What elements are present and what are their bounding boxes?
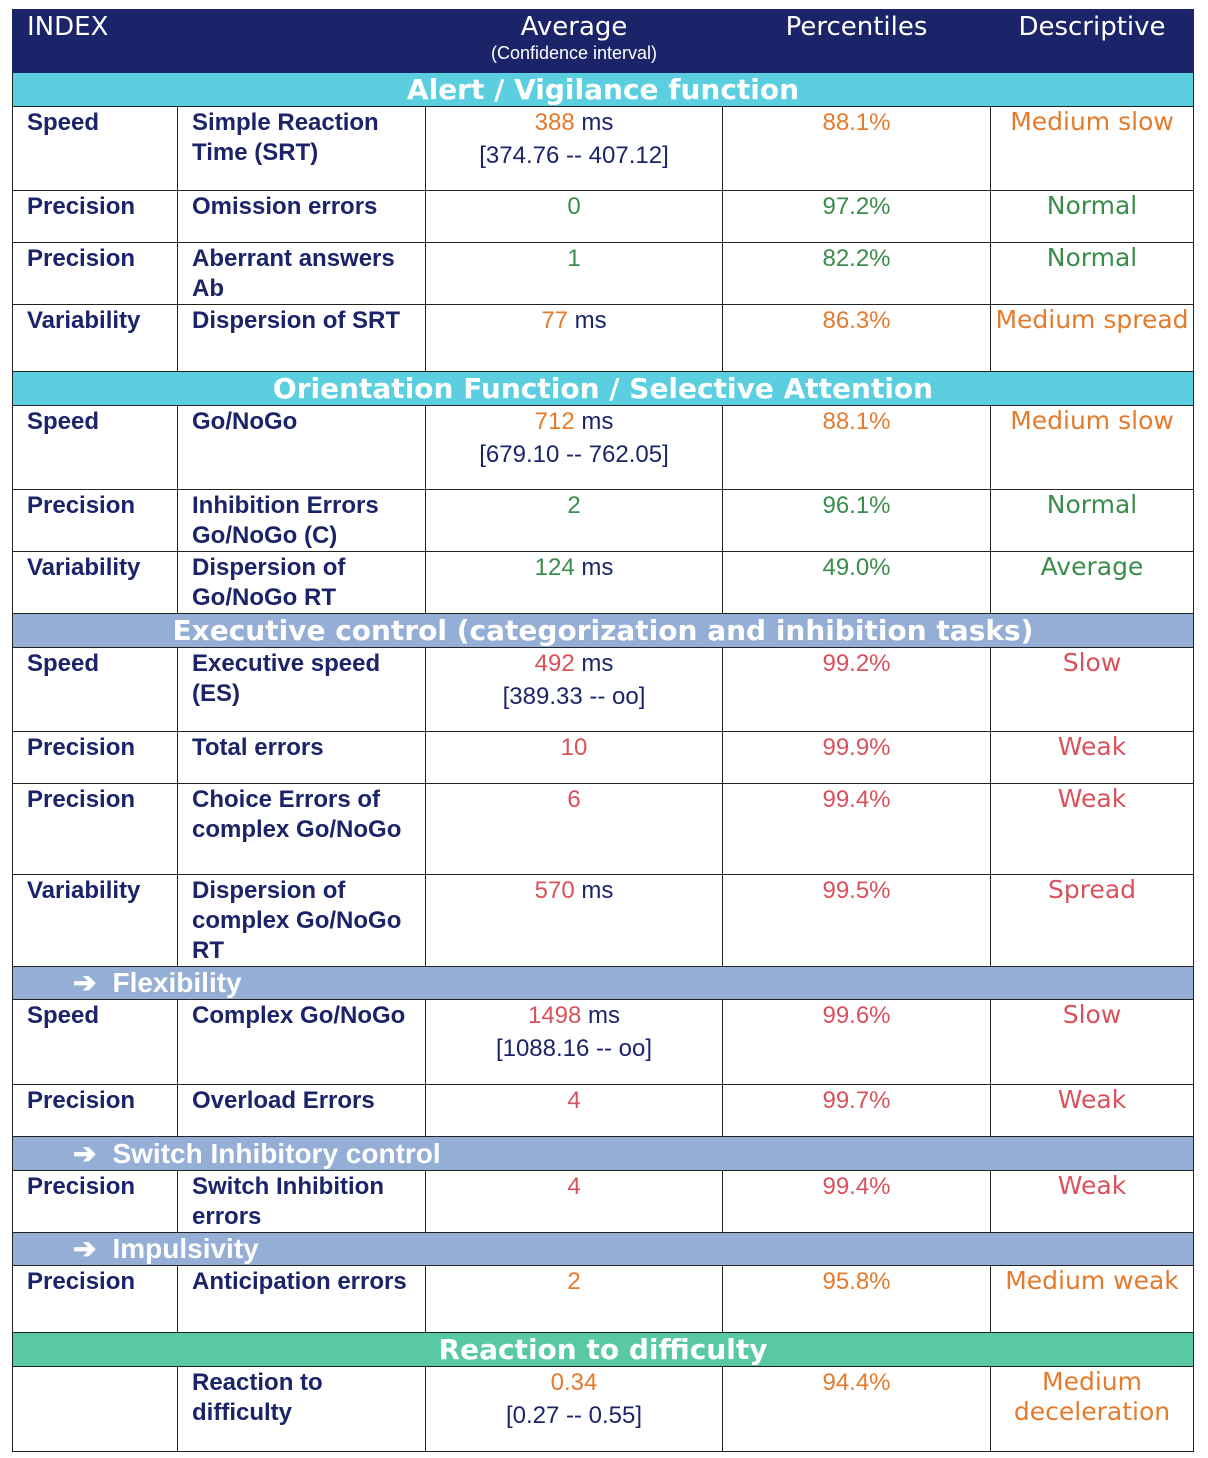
descriptive-cell: Average <box>991 552 1194 614</box>
test-name-cell: Dispersion of Go/NoGo RT <box>178 552 426 614</box>
results-body <box>13 73 1194 1452</box>
table-row <box>13 732 1194 784</box>
average-unit: ms <box>574 408 614 435</box>
descriptive-cell: Weak <box>991 1085 1194 1137</box>
header-blank <box>178 10 426 73</box>
table-row <box>13 1266 1194 1333</box>
percentile-cell: 99.6% <box>723 1000 991 1085</box>
header-percentiles <box>723 10 991 73</box>
percentile-cell: 88.1% <box>723 406 991 490</box>
test-name-cell: Reaction to difficulty <box>178 1367 426 1452</box>
confidence-interval: [389.33 -- oo] <box>502 683 646 710</box>
index-cell: Precision <box>13 1171 178 1233</box>
test-name-cell: Overload Errors <box>178 1085 426 1137</box>
average-value: 388 <box>534 109 575 136</box>
table-row <box>13 107 1194 191</box>
results-table <box>12 9 1194 1452</box>
subsection-cell <box>13 1233 1194 1266</box>
section-title: Executive control (categorization and inhibition tasks) <box>13 614 1194 648</box>
average-value: 4 <box>567 1173 581 1200</box>
descriptive-cell: Medium deceleration <box>991 1367 1194 1452</box>
section-title: Reaction to difficulty <box>13 1333 1194 1367</box>
average-unit: ms <box>574 554 614 581</box>
section-alert <box>13 73 1194 107</box>
subsection-impulsivity <box>13 1233 1194 1266</box>
average-cell <box>426 490 723 552</box>
average-cell <box>426 732 723 784</box>
average-cell <box>426 243 723 305</box>
average-value: 77 <box>541 307 569 334</box>
test-name-cell: Aberrant answers Ab <box>178 243 426 305</box>
index-cell: Speed <box>13 1000 178 1085</box>
descriptive-cell: Weak <box>991 784 1194 875</box>
arrow-right-icon: ➔ <box>73 1137 97 1169</box>
average-value: 6 <box>567 786 581 813</box>
average-cell <box>426 552 723 614</box>
index-cell: Speed <box>13 107 178 191</box>
average-unit: ms <box>574 109 614 136</box>
confidence-interval: [0.27 -- 0.55] <box>505 1402 643 1429</box>
average-cell <box>426 305 723 372</box>
index-cell: Precision <box>13 732 178 784</box>
average-value: 712 <box>534 408 575 435</box>
subsection-title: Impulsivity <box>112 1233 259 1264</box>
subsection-title: Flexibility <box>112 967 242 998</box>
descriptive-cell: Weak <box>991 1171 1194 1233</box>
table-row <box>13 406 1194 490</box>
descriptive-cell: Slow <box>991 1000 1194 1085</box>
index-cell <box>13 1367 178 1452</box>
confidence-interval: [374.76 -- 407.12] <box>479 142 669 169</box>
descriptive-cell: Normal <box>991 191 1194 243</box>
table-row <box>13 784 1194 875</box>
test-name-cell: Dispersion of SRT <box>178 305 426 372</box>
average-cell <box>426 648 723 732</box>
average-cell <box>426 191 723 243</box>
percentile-cell: 49.0% <box>723 552 991 614</box>
test-name-cell: Switch Inhibition errors <box>178 1171 426 1233</box>
confidence-interval: [1088.16 -- oo] <box>495 1035 653 1062</box>
average-value: 10 <box>560 734 588 761</box>
subsection-cell <box>13 967 1194 1000</box>
header-descriptive-label: Descriptive <box>1018 12 1166 42</box>
average-cell <box>426 1367 723 1452</box>
descriptive-cell: Normal <box>991 490 1194 552</box>
section-reaction <box>13 1333 1194 1367</box>
descriptive-cell: Medium slow <box>991 107 1194 191</box>
subsection-switch <box>13 1137 1194 1171</box>
average-value: 570 <box>534 877 575 904</box>
percentile-cell: 95.8% <box>723 1266 991 1333</box>
percentile-cell: 99.7% <box>723 1085 991 1137</box>
average-cell <box>426 1085 723 1137</box>
table-row <box>13 648 1194 732</box>
arrow-right-icon: ➔ <box>73 1233 97 1264</box>
percentile-cell: 88.1% <box>723 107 991 191</box>
table-row <box>13 1085 1194 1137</box>
percentile-cell: 99.4% <box>723 1171 991 1233</box>
percentile-cell: 96.1% <box>723 490 991 552</box>
header-percentiles-label: Percentiles <box>785 12 928 42</box>
subsection-flexibility <box>13 967 1194 1000</box>
section-orientation <box>13 372 1194 406</box>
index-cell: Speed <box>13 648 178 732</box>
test-name-cell: Executive speed (ES) <box>178 648 426 732</box>
percentile-cell: 99.5% <box>723 875 991 967</box>
section-executive <box>13 614 1194 648</box>
subsection-cell <box>13 1137 1194 1171</box>
average-value: 492 <box>534 650 575 677</box>
descriptive-cell: Medium spread <box>991 305 1194 372</box>
header-descriptive <box>991 10 1194 73</box>
percentile-cell: 86.3% <box>723 305 991 372</box>
average-cell <box>426 107 723 191</box>
average-unit: ms <box>574 877 614 904</box>
table-row <box>13 305 1194 372</box>
descriptive-cell: Medium slow <box>991 406 1194 490</box>
average-unit: ms <box>574 650 614 677</box>
average-value: 2 <box>567 1268 581 1295</box>
descriptive-cell: Slow <box>991 648 1194 732</box>
average-unit: ms <box>568 307 607 334</box>
header-average-label: Average <box>520 12 628 42</box>
header-row <box>13 10 1194 73</box>
percentile-cell: 99.9% <box>723 732 991 784</box>
average-cell <box>426 784 723 875</box>
section-title: Orientation Function / Selective Attention <box>13 372 1194 406</box>
test-name-cell: Simple Reaction Time (SRT) <box>178 107 426 191</box>
descriptive-cell: Weak <box>991 732 1194 784</box>
average-value: 124 <box>534 554 575 581</box>
average-value: 1498 <box>527 1002 582 1029</box>
test-name-cell: Go/NoGo <box>178 406 426 490</box>
index-cell: Precision <box>13 191 178 243</box>
descriptive-cell: Medium weak <box>991 1266 1194 1333</box>
test-name-cell: Complex Go/NoGo <box>178 1000 426 1085</box>
header-index: INDEX <box>13 10 178 73</box>
test-name-cell: Dispersion of complex Go/NoGo RT <box>178 875 426 967</box>
table-row <box>13 1171 1194 1233</box>
table-row <box>13 191 1194 243</box>
average-cell <box>426 1171 723 1233</box>
average-cell <box>426 1266 723 1333</box>
average-cell <box>426 1000 723 1085</box>
subsection-title: Switch Inhibitory control <box>112 1137 441 1169</box>
test-name-cell: Anticipation errors <box>178 1266 426 1333</box>
average-unit: ms <box>581 1002 621 1029</box>
average-value: 4 <box>567 1087 581 1114</box>
index-cell: Variability <box>13 305 178 372</box>
index-cell: Variability <box>13 875 178 967</box>
descriptive-cell: Spread <box>991 875 1194 967</box>
average-value: 1 <box>567 245 581 272</box>
confidence-interval: [679.10 -- 762.05] <box>479 441 669 468</box>
percentile-cell: 99.4% <box>723 784 991 875</box>
index-cell: Speed <box>13 406 178 490</box>
table-row <box>13 1367 1194 1452</box>
table-row <box>13 490 1194 552</box>
test-name-cell: Omission errors <box>178 191 426 243</box>
section-title: Alert / Vigilance function <box>13 73 1194 107</box>
arrow-right-icon: ➔ <box>73 967 97 998</box>
percentile-cell: 94.4% <box>723 1367 991 1452</box>
test-name-cell: Total errors <box>178 732 426 784</box>
header-average <box>426 10 723 73</box>
index-cell: Precision <box>13 784 178 875</box>
test-name-cell: Inhibition Errors Go/NoGo (C) <box>178 490 426 552</box>
index-cell: Precision <box>13 490 178 552</box>
table-row <box>13 1000 1194 1085</box>
average-value: 0.34 <box>550 1369 598 1396</box>
table-row <box>13 552 1194 614</box>
percentile-cell: 97.2% <box>723 191 991 243</box>
test-name-cell: Choice Errors of complex Go/NoGo <box>178 784 426 875</box>
index-cell: Precision <box>13 1266 178 1333</box>
percentile-cell: 99.2% <box>723 648 991 732</box>
table-row <box>13 243 1194 305</box>
average-value: 2 <box>567 492 581 519</box>
average-cell <box>426 406 723 490</box>
average-value: 0 <box>567 193 581 220</box>
descriptive-cell: Normal <box>991 243 1194 305</box>
table-row <box>13 875 1194 967</box>
average-cell <box>426 875 723 967</box>
index-cell: Precision <box>13 1085 178 1137</box>
index-cell: Precision <box>13 243 178 305</box>
percentile-cell: 82.2% <box>723 243 991 305</box>
index-cell: Variability <box>13 552 178 614</box>
header-average-sub: (Confidence interval) <box>490 43 658 63</box>
